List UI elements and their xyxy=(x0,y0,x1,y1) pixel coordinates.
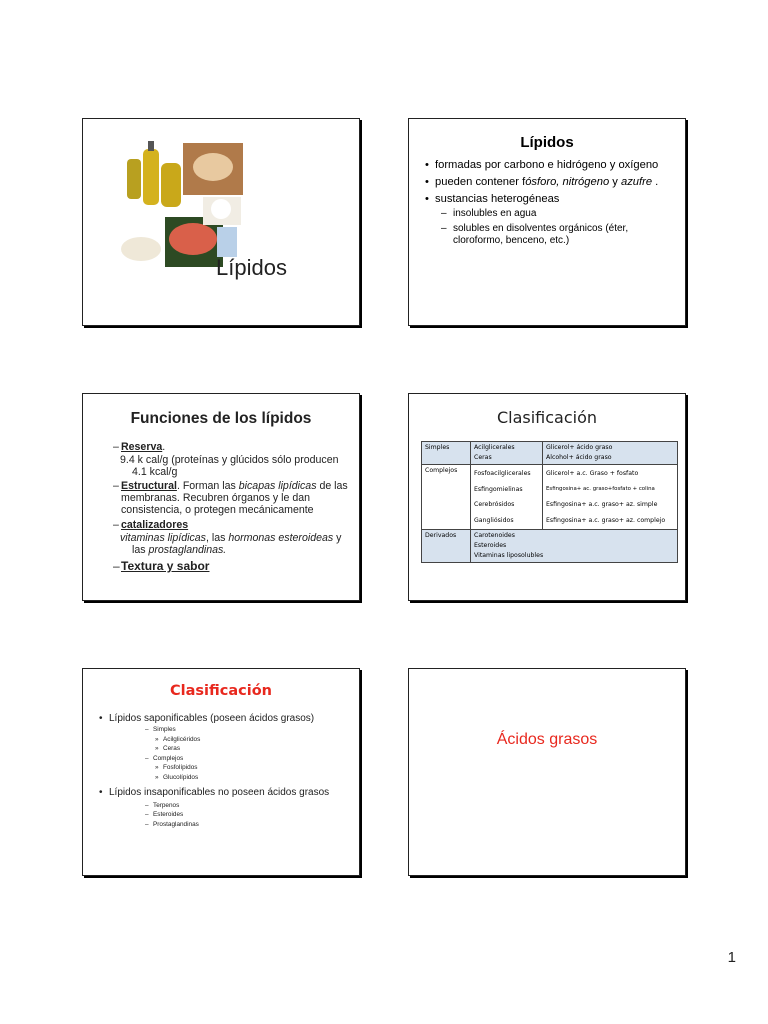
table-row: Simples Acilglicerales Ceras Glicerol+ ácido graso Alcohol+ ácido graso xyxy=(422,442,678,465)
slide-2-title: Lípidos xyxy=(520,134,574,151)
slide-3-title: Funciones de los lípidos xyxy=(130,410,312,427)
reserva-text: 9.4 k cal/g (proteínas y glúcidos sólo producen 4.1 kcal/g xyxy=(120,454,339,478)
slide-6 xyxy=(408,668,686,876)
slide-3 xyxy=(82,393,360,601)
page-number: 1 xyxy=(727,949,736,966)
bullet-item: • formadas por carbono e hidrógeno y oxígeno xyxy=(425,159,675,172)
slide-2-bullets xyxy=(425,159,675,251)
slide-6-title: Ácidos grasos xyxy=(496,731,598,748)
slide-3-body xyxy=(113,441,353,572)
classification-table xyxy=(421,441,678,563)
slide-4 xyxy=(408,393,686,601)
table-row: Derivados Carotenoides Esteroides Vitaminas liposolubles xyxy=(422,530,678,563)
function-textura: – Textura y sabor xyxy=(113,560,353,572)
function-reserva: – Reserva. xyxy=(113,441,353,453)
sub-item: – solubles en disolventes orgánicos (éter, cloroformo, benceno, etc.) xyxy=(441,223,675,247)
sub-item: – insolubles en agua xyxy=(441,208,675,220)
slide-4-title: Clasificación xyxy=(496,408,598,427)
bullet-item: • pueden contener fósforo, nitrógeno y azufre . xyxy=(425,176,675,189)
slide-2 xyxy=(408,118,686,326)
slide-5-outline: • Lípidos saponificables (poseen ácidos grasos) – Simples » Acilglicéridos » Ceras – Complejos » Fosfolípidos » Glucolípidos • Lípidos insaponificables no poseen ácidos grasos – Terpenos – Esteroides – Prostaglandinas xyxy=(99,713,349,829)
function-estructural: – Estructural. Forman las bicapas lipídicas de las membranas. Recubren órganos y le dan consistencia, o protegen mecánicamente xyxy=(113,480,353,516)
slide-1-title: Lípidos xyxy=(216,255,287,280)
function-catalizadores: – catalizadores xyxy=(113,519,353,531)
food-collage-image xyxy=(121,141,243,273)
table-row: Complejos Fosfoacilglicerales Esfingomielinas Cerebrósidos Gangliósidos Glicerol+ a.c. Graso + fosfato Esfingosina+ ac. graso+fosfato + colina Esfingosina+ a.c. graso+ az. simple Esfingosina+ a.c. graso+ az. complejo xyxy=(422,465,678,530)
bullet-item: • sustancias heterogéneas – insolubles en agua – solubles en disolventes orgánicos (éter, cloroformo, benceno, etc.) xyxy=(425,193,675,247)
slide-5-title: Clasificación xyxy=(170,683,272,699)
slide-1 xyxy=(82,118,360,326)
catalizadores-text: vitaminas lipídicas, las hormonas esteroideas y las prostaglandinas. xyxy=(120,532,342,556)
slide-5 xyxy=(82,668,360,876)
